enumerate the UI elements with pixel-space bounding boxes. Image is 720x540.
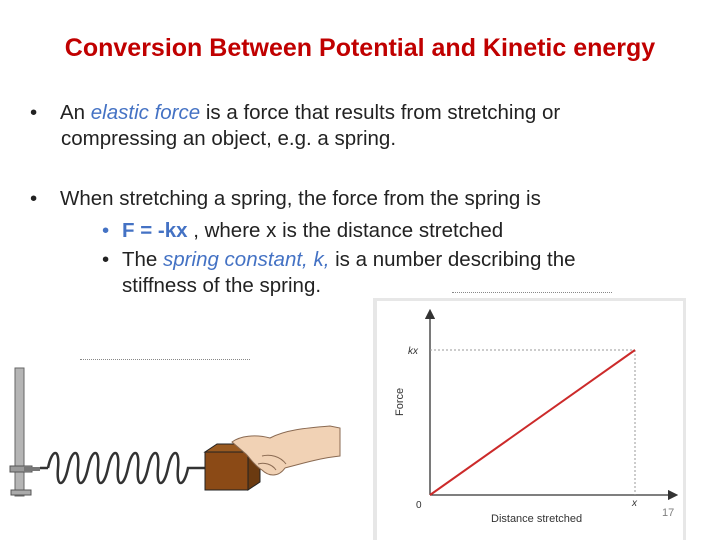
spring-illustration: [0, 360, 345, 505]
bullet-dot: •: [30, 187, 38, 210]
force-distance-graph: [373, 298, 686, 540]
bullet-elastic-force: [30, 100, 560, 152]
bullet1-line1: is a force that results from stretching or: [200, 101, 561, 124]
bullet-stretching: [30, 186, 541, 212]
spring-icon: [40, 453, 205, 483]
copyright-line-graph: [452, 292, 612, 296]
bullet2-text: When stretching a spring, the force from the spring is: [60, 187, 541, 210]
sub2-prefix: The: [122, 248, 164, 271]
sub-bullet-dot: •: [102, 248, 110, 271]
sub-bullet-dot: •: [102, 219, 110, 242]
force-line: [430, 350, 635, 495]
formula-description: , where x is the distance stretched: [187, 219, 504, 242]
bullet1-emphasis: elastic force: [90, 101, 201, 124]
bullet1-prefix: An: [60, 101, 91, 124]
y-tick-label: kx: [408, 346, 418, 357]
sub2-rest: is a number describing the: [329, 248, 576, 271]
x-axis-label: Distance stretched: [491, 513, 583, 525]
stand-icon: [10, 368, 40, 496]
origin-label: 0: [416, 500, 422, 511]
sub2-line2: stiffness of the spring.: [122, 274, 322, 297]
formula-text: F = -kx: [122, 219, 188, 242]
sub-bullet-formula: [102, 218, 503, 244]
bullet-dot: •: [30, 101, 38, 124]
spring-constant-term: spring constant, k,: [163, 248, 330, 271]
y-axis-label: Force: [394, 387, 406, 416]
x-tick-label: x: [632, 498, 637, 509]
slide-title: Conversion Between Potential and Kinetic energy: [64, 34, 656, 62]
bullet1-line2: compressing an object, e.g. a spring.: [61, 127, 397, 150]
slide-number: 17: [662, 507, 675, 519]
